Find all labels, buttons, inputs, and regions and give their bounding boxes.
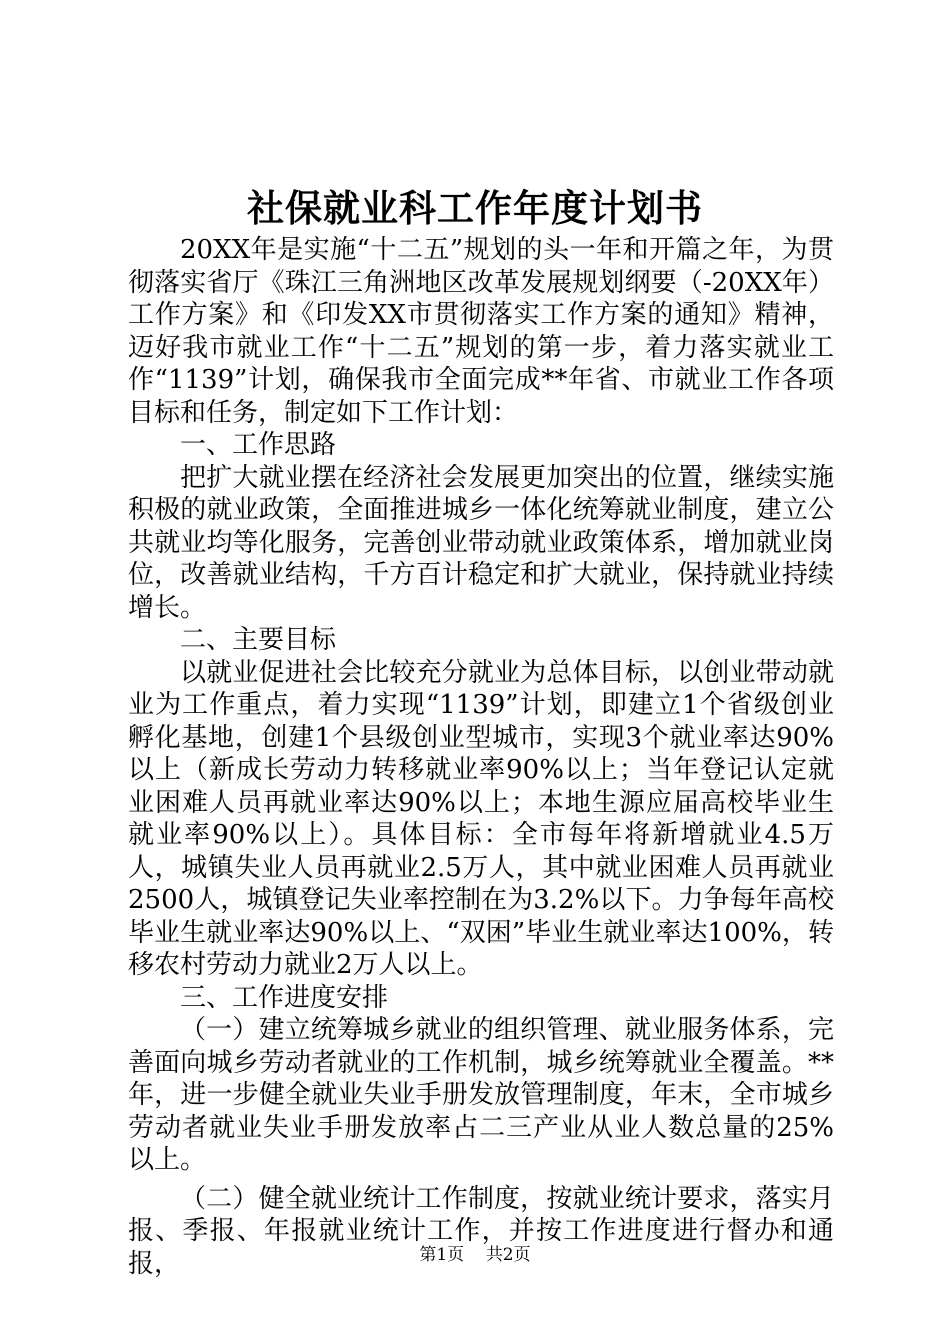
- page-separator: [470, 1243, 481, 1267]
- document-title: 社保就业科工作年度计划书: [247, 186, 703, 230]
- schedule-item-1: （一）建立统筹城乡就业的组织管理、就业服务体系，完善面向城乡劳动者就业的工作机制，城乡统筹就业全覆盖。**年，进一步健全就业失业手册发放管理制度，年末，全市城乡劳动者就业失业手册发放率占二三产业从业人数总量的25%以上。: [128, 1015, 834, 1175]
- document-body: [128, 234, 834, 1280]
- main-goals-paragraph: 以就业促进社会比较充分就业为总体目标，以创业带动就业为工作重点，着力实现“1139”计划，即建立1个省级创业孵化基地，创建1个县级创业型城市，实现3个就业率达90%以上（新成长劳动力转移就业率90%以上；当年登记认定就业困难人员再就业率达90%以上；本地生源应届高校毕业生就业率90%以上）。具体目标：全市每年将新增就业4.5万人，城镇失业人员再就业2.5万人，其中就业困难人员再就业2500人，城镇登记失业率控制在为3.2%以下。力争每年高校毕业生就业率达90%以上、“双困”毕业生就业率达100%，转移农村劳动力就业2万人以上。: [128, 657, 834, 980]
- page-number: 第1页: [419, 1245, 465, 1265]
- page-total: 共2页: [485, 1245, 531, 1265]
- section-heading-main-goals: 二、主要目标: [180, 625, 337, 655]
- work-approach-paragraph: 把扩大就业摆在经济社会发展更加突出的位置，继续实施积极的就业政策，全面推进城乡一体化统筹就业制度，建立公共就业均等化服务，完善创业带动就业政策体系，增加就业岗位，改善就业结构，千方百计稳定和扩大就业，保持就业持续增长。: [128, 462, 834, 623]
- section-heading-work-approach: 一、工作思路: [180, 430, 337, 460]
- page-footer: [0, 1243, 950, 1267]
- schedule-item-2: （二）健全就业统计工作制度，按就业统计要求，落实月报、季报、年报就业统计工作，并按工作进度进行督办和通报，: [128, 1183, 834, 1279]
- section-heading-schedule: 三、工作进度安排: [180, 982, 389, 1013]
- intro-paragraph: 20XX年是实施“十二五”规划的头一年和开篇之年，为贯彻落实省厅《珠江三角洲地区改革发展规划纲要（-20XX年）工作方案》和《印发XX市贯彻落实工作方案的通知》精神，迈好我市就业工作“十二五”规划的第一步，着力落实就业工作“1139”计划，确保我市全面完成**年省、市就业工作各项目标和任务，制定如下工作计划：: [128, 235, 834, 428]
